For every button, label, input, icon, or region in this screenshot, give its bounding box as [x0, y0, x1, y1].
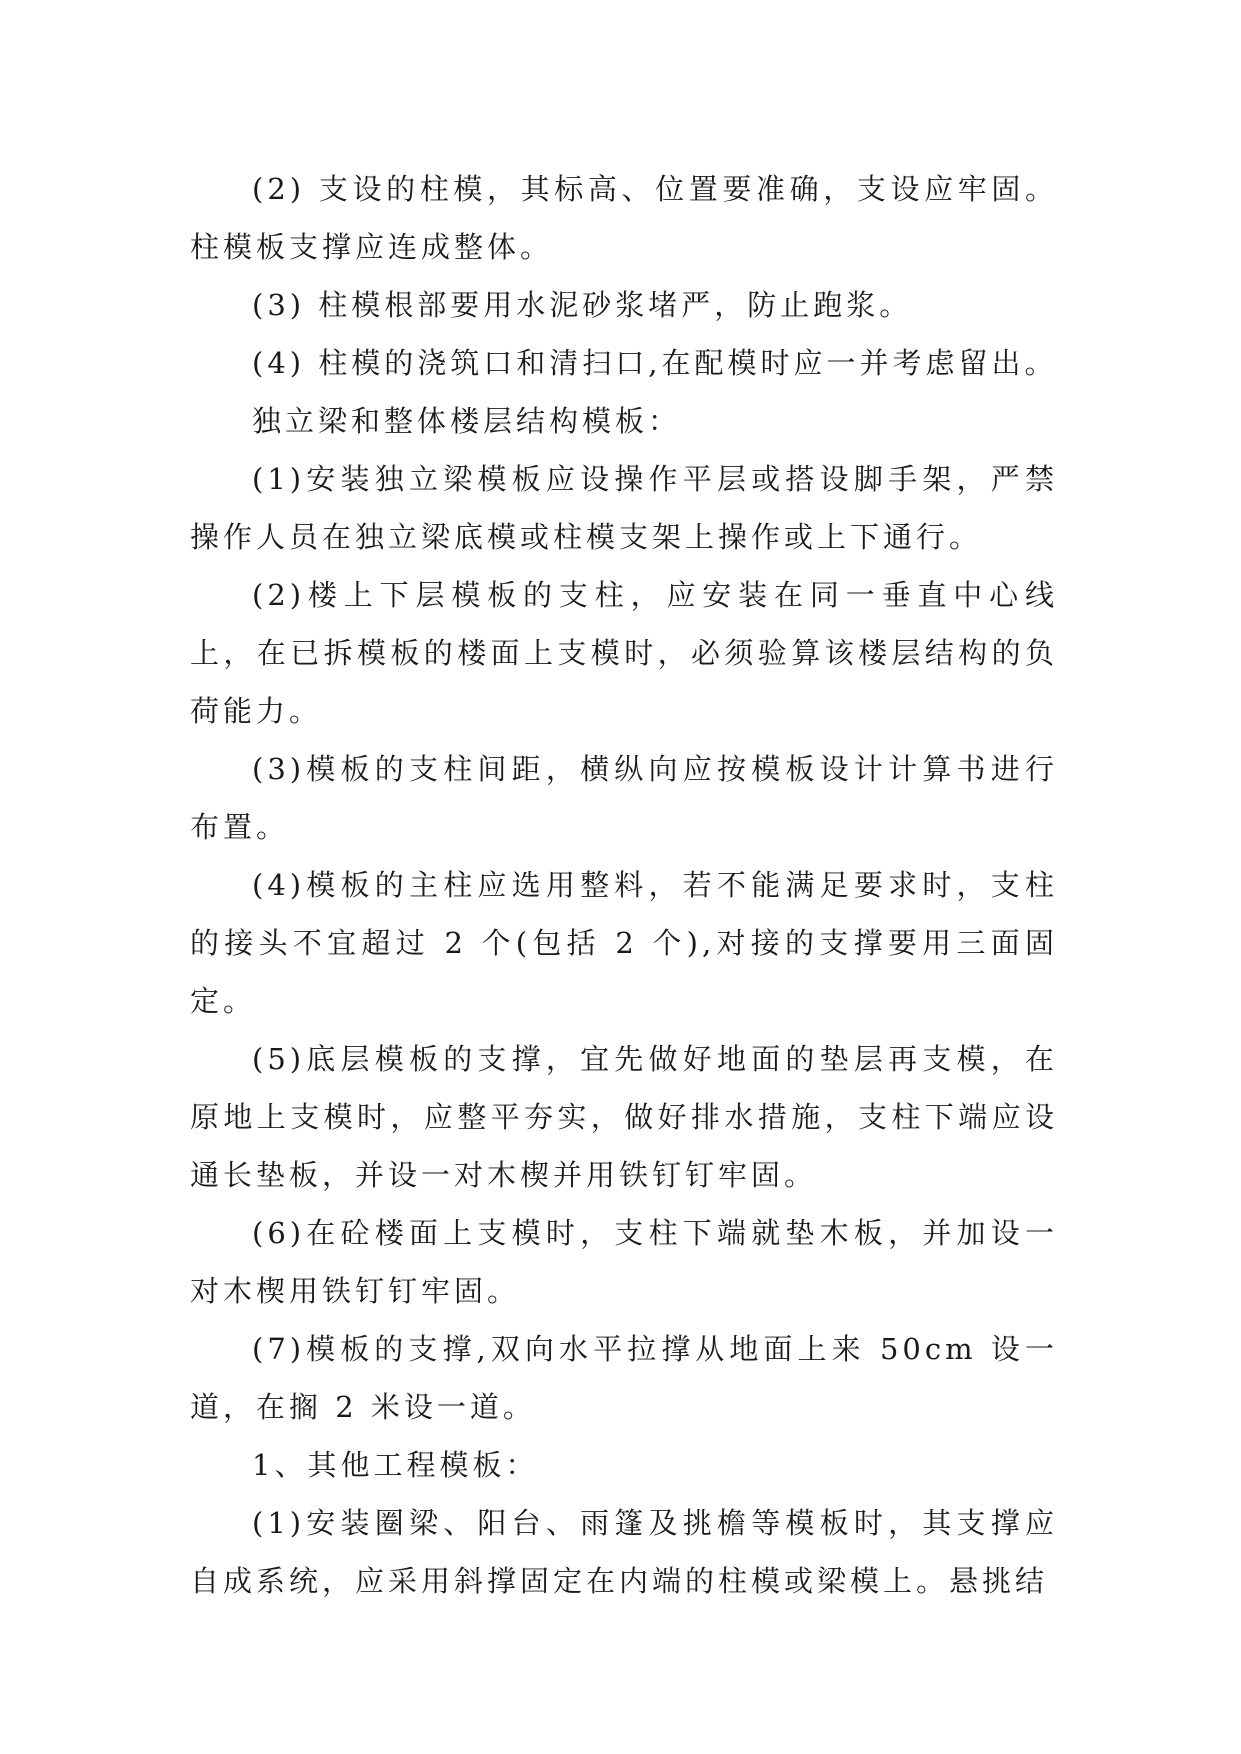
paragraph-beam-form-platform: (1)安装独立梁模板应设操作平层或搭设脚手架，严禁操作人员在独立梁底模或柱模支架上操作或上下通行。 [190, 462, 1058, 554]
paragraph-bottom-layer-support: (5)底层模板的支撑，宜先做好地面的垫层再支模，在原地上支模时，应整平夯实，做好排水措施，支柱下端应设通长垫板，并设一对木楔并用铁钉钉牢固。 [190, 1042, 1058, 1192]
paragraph-column-form-support: (2) 支设的柱模，其标高、位置要准确，支设应牢固。柱模板支撑应连成整体。 [190, 172, 1058, 264]
paragraph-cantilever-forms: (1)安装圈梁、阳台、雨篷及挑檐等模板时，其支撑应自成系统，应采用斜撑固定在内端的柱模或梁模上。悬挑结 [190, 1506, 1058, 1598]
paragraph-column-base-sealing: (3) 柱模根部要用水泥砂浆堵严，防止跑浆。 [252, 288, 913, 322]
paragraph-horizontal-bracing: (7)模板的支撑,双向水平拉撑从地面上来 50cm 设一道，在搁 2 米设一道。 [190, 1332, 1058, 1424]
paragraph-pouring-openings: (4) 柱模的浇筑口和清扫口,在配模时应一并考虑留出。 [252, 346, 1058, 380]
paragraph-support-spacing: (3)模板的支柱间距，横纵向应按模板设计计算书进行布置。 [190, 752, 1058, 844]
document-body [190, 160, 1058, 1610]
section-heading-other-forms: 1、其他工程模板： [252, 1448, 539, 1482]
paragraph-concrete-floor-support: (6)在砼楼面上支模时，支柱下端就垫木板，并加设一对木楔用铁钉钉牢固。 [190, 1216, 1058, 1308]
paragraph-vertical-alignment: (2)楼上下层模板的支柱，应安装在同一垂直中心线上，在已拆模板的楼面上支模时，必须验算该楼层结构的负荷能力。 [190, 578, 1058, 728]
section-heading-beam-floor-forms: 独立梁和整体楼层结构模板： [252, 404, 682, 438]
paragraph-main-column-joints: (4)模板的主柱应选用整料，若不能满足要求时，支柱的接头不宜超过 2 个(包括 2 个),对接的支撑要用三面固定。 [190, 868, 1058, 1018]
